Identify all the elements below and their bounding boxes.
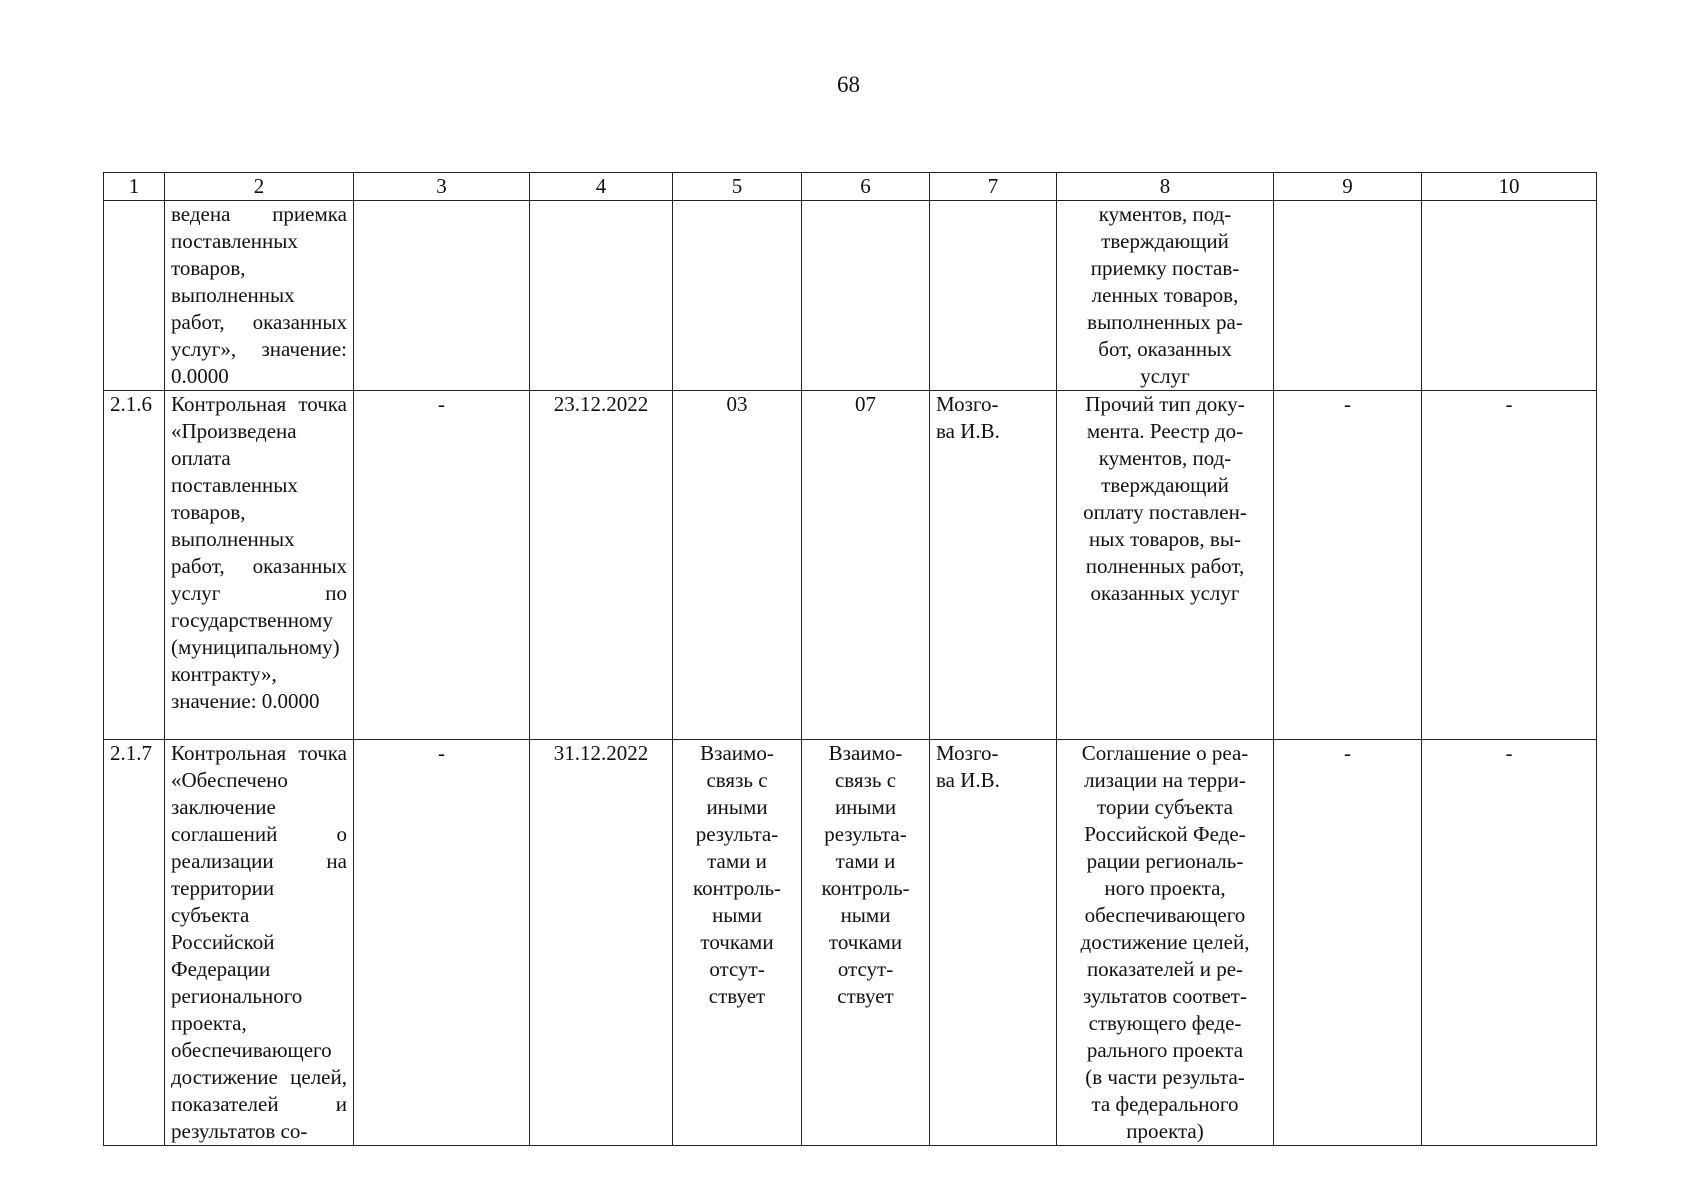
column-header: 1: [104, 173, 165, 201]
header-row: [104, 173, 1597, 201]
column-header: 4: [530, 173, 673, 201]
table-cell: -: [354, 740, 530, 1146]
table-cell: [802, 201, 930, 391]
table-row: [104, 201, 1597, 391]
table-row: [104, 740, 1597, 1146]
column-header: 8: [1057, 173, 1274, 201]
date-cell: 23.12.2022: [530, 391, 673, 740]
table-row: [104, 391, 1597, 740]
column-header: 10: [1422, 173, 1597, 201]
description-cell: Контрольная точка «Произведена оплата поставленных товаров, выполненных работ, оказанных услуг по государственному (муниципальному) контракту», значение: 0.0000: [165, 391, 354, 740]
responsible-cell: Мозго- ва И.В.: [930, 391, 1057, 740]
row-number-cell: [104, 201, 165, 391]
column-header: 6: [802, 173, 930, 201]
table-cell: -: [1274, 740, 1422, 1146]
date-cell: 31.12.2022: [530, 740, 673, 1146]
table-cell: -: [1274, 391, 1422, 740]
description-cell: ведена приемка поставленных товаров, выполненных работ, оказанных услуг», значение: 0.0000: [165, 201, 354, 391]
table-cell: [1422, 201, 1597, 391]
column-header: 3: [354, 173, 530, 201]
document-cell: кументов, под- тверждающий приемку постав- ленных товаров, выполненных ра- бот, оказанных услуг: [1057, 201, 1274, 391]
column-header: 9: [1274, 173, 1422, 201]
table-cell: -: [354, 391, 530, 740]
row-number-cell: 2.1.7: [104, 740, 165, 1146]
table-cell: 07: [802, 391, 930, 740]
column-header: 7: [930, 173, 1057, 201]
table-cell: [1274, 201, 1422, 391]
document-table: [103, 172, 1597, 1146]
table-cell: 03: [673, 391, 802, 740]
table-cell: -: [1422, 740, 1597, 1146]
column-header: 5: [673, 173, 802, 201]
responsible-cell: Мозго- ва И.В.: [930, 740, 1057, 1146]
table-cell: -: [1422, 391, 1597, 740]
table-cell: [673, 201, 802, 391]
column-header: 2: [165, 173, 354, 201]
document-cell: Прочий тип доку- мента. Реестр до- кументов, под- тверждающий оплату поставлен- ных товаров, вы- полненных работ, оказанных услуг: [1057, 391, 1274, 740]
row-number-cell: 2.1.6: [104, 391, 165, 740]
responsible-cell: [930, 201, 1057, 391]
table-cell: Взаимо- связь с иными результа- тами и контроль- ными точками отсут- ствует: [802, 740, 930, 1146]
table-cell: [354, 201, 530, 391]
document-cell: Соглашение о реа- лизации на терри- тории субъекта Российской Феде- рации региональ- ного проекта, обеспечивающего достижение целей, показателей и ре- зультатов соответ- ствующего феде- рального проекта (в части результа- та федерального проекта): [1057, 740, 1274, 1146]
description-cell: Контрольная точка «Обеспечено заключение соглашений о реализации на территории субъекта Российской Федерации регионального проекта, обеспечивающего достижение целей, показателей и результатов со-: [165, 740, 354, 1146]
page-number: 68: [837, 72, 860, 97]
table-cell: Взаимо- связь с иными результа- тами и контроль- ными точками отсут- ствует: [673, 740, 802, 1146]
date-cell: [530, 201, 673, 391]
